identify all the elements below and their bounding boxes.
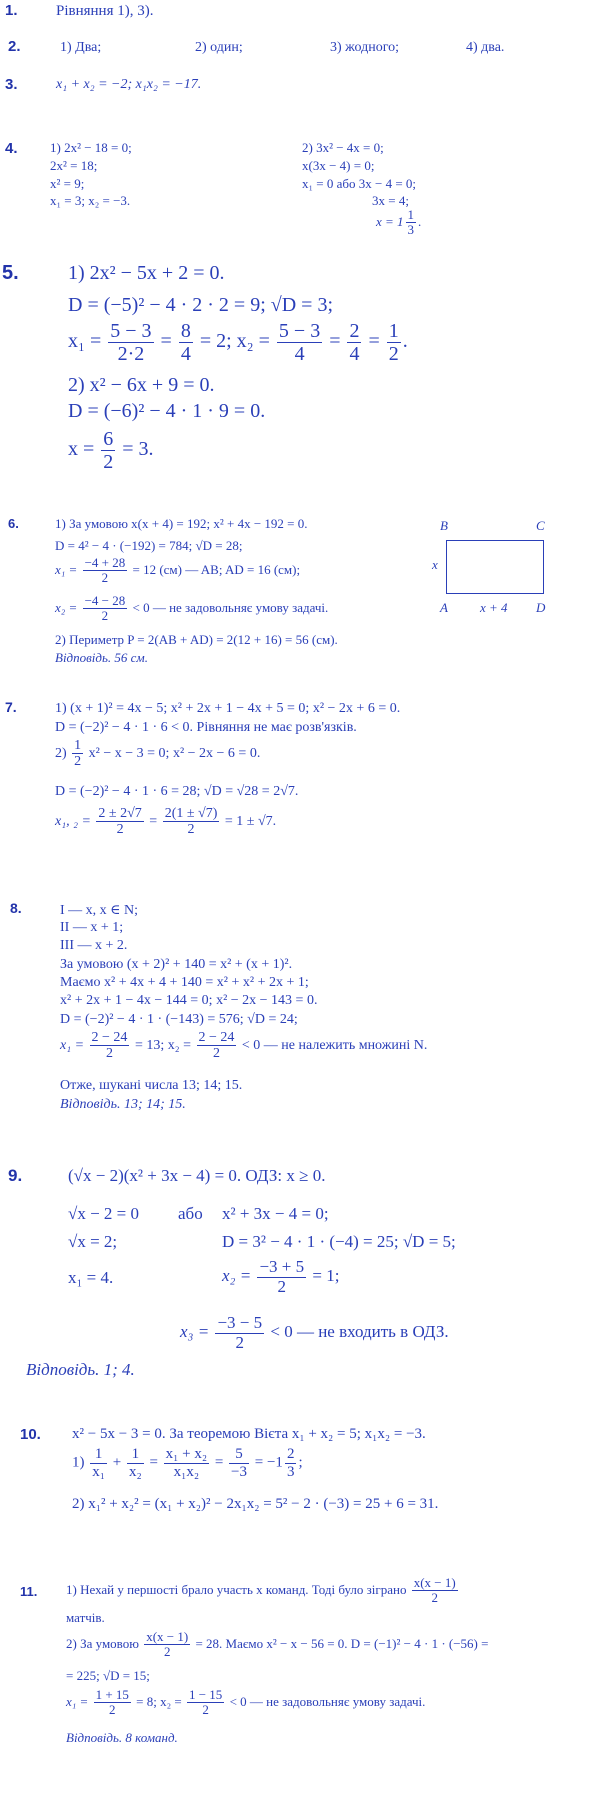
- problem-10-line-3: 2) x₁² + x₂² = (x₁ + x₂)² − 2x₁x₂ = 5² − 2 · (−3) = 25 + 6 = 31.: [72, 1496, 439, 1512]
- problem-8-answer: Відповідь. 13; 14; 15.: [60, 1097, 186, 1112]
- problem-4-left-line-1: 1) 2x² − 18 = 0;: [50, 140, 132, 155]
- figure-label-x: x: [432, 557, 438, 572]
- problem-10-line-2: 1) $\frac{1}{\text{x₁}}$ + $\frac{1}{\text{x₂}}$ = $\frac{\text{x₁ + x₂}}{\text{x₁x₂}}$ = $\frac{5}{-3}$ = −1 $\frac{2}{3}$ ;: [72, 1446, 303, 1480]
- problem-8-line-2: II — x + 1;: [60, 920, 124, 935]
- problem-9-line-3a: √x = 2;: [68, 1232, 118, 1251]
- problem-6-line-5: 2) Периметр P = 2(AB + AD) = 2(12 + 16) = 56 (см).: [55, 632, 338, 647]
- problem-5-line-4: 2) x² − 6x + 9 = 0.: [68, 374, 215, 396]
- problem-number-5: 5.: [2, 262, 19, 284]
- problem-8-line-8: x₁ = $\frac{2 - 24}{2}$ = 13; x₂ = $\frac{2 - 24}{2}$ < 0 — не належить множині N.: [60, 1030, 428, 1062]
- problem-number-4: 4.: [5, 140, 18, 157]
- problem-number-10: 10.: [20, 1426, 41, 1443]
- problem-2-answer-3: 3) жодного;: [330, 40, 399, 55]
- problem-6-line-3: x₁ = $\frac{-4 + 28}{2}$ = 12 (см) — AB; AD = 16 (см);: [55, 555, 301, 586]
- problem-4-right-line-5: x = 1 $\frac{1}{3}$ .: [376, 207, 422, 238]
- problem-9-line-2c: x² + 3x − 4 = 0;: [222, 1204, 329, 1223]
- problem-7-line-5: x₁, ₂ = $\frac{2 \pm 2√7}{2}$ = $\frac{2(1 \pm √7)}{2}$ = 1 ± √7.: [55, 806, 277, 838]
- problem-6-line-2: D = 4² − 4 · (−192) = 784; √D = 28;: [55, 538, 243, 553]
- problem-8-line-9: Отже, шукані числа 13; 14; 15.: [60, 1078, 243, 1093]
- problem-8-line-6: x² + 2x + 1 − 4x − 144 = 0; x² − 2x − 143 = 0.: [60, 993, 318, 1008]
- problem-4-right-line-3: x₁ = 0 або 3x − 4 = 0;: [302, 176, 417, 191]
- problem-7-line-2: D = (−2)² − 4 · 1 · 6 < 0. Рівняння не має розв'язків.: [55, 720, 357, 735]
- problem-6-line-4: x₂ = $\frac{-4 - 28}{2}$ < 0 — не задовольняє умову задачі.: [55, 593, 329, 624]
- problem-8-line-7: D = (−2)² − 4 · 1 · (−143) = 576; √D = 24;: [60, 1012, 298, 1027]
- problem-6-answer: Відповідь. 56 см.: [55, 650, 148, 665]
- problem-11-line-4: = 225; √D = 15;: [66, 1668, 150, 1683]
- problem-number-8: 8.: [10, 900, 22, 916]
- problem-11-line-3: 2) За умовою $\frac{x(x - 1)}{2}$ = 28. Маємо x² − x − 56 = 0. D = (−1)² − 4 · 1 · (−56) =: [66, 1629, 489, 1660]
- rectangle-figure: [446, 540, 544, 594]
- problem-7-line-3: 2) $\frac{1}{2}$ x² − x − 3 = 0; x² − 2x − 6 = 0.: [55, 738, 261, 770]
- problem-8-line-5: Маємо x² + 4x + 4 + 140 = x² + x² + 2x + 1;: [60, 975, 309, 990]
- figure-label-b: B: [440, 518, 448, 533]
- problem-number-7: 7.: [5, 699, 17, 715]
- problem-4-left-line-3: x² = 9;: [50, 176, 85, 191]
- problem-11-line-2: матчів.: [66, 1610, 105, 1625]
- problem-4-right-line-4: 3x = 4;: [372, 193, 409, 208]
- problem-4-left-line-2: 2x² = 18;: [50, 158, 98, 173]
- problem-1-text: Рівняння 1), 3).: [56, 3, 154, 19]
- problem-9-line-1: (√x − 2)(x² + 3x − 4) = 0. ОДЗ: x ≥ 0.: [68, 1166, 326, 1185]
- problem-7-line-4: D = (−2)² − 4 · 1 · 6 = 28; √D = √28 = 2√7.: [55, 784, 299, 799]
- problem-2-answer-4: 4) два.: [466, 40, 505, 55]
- problem-8-line-1: I — x, x ∈ N;: [60, 903, 139, 918]
- fraction: $\frac{1}{3}$: [407, 207, 415, 238]
- problem-8-line-3: III — x + 2.: [60, 938, 128, 953]
- problem-9-line-5: x₃ = $\frac{-3 - 5}{2}$ < 0 — не входить в ОДЗ.: [180, 1313, 449, 1352]
- problem-number-2: 2.: [8, 38, 21, 55]
- figure-label-d: D: [536, 600, 546, 615]
- problem-6-line-1: 1) За умовою x(x + 4) = 192; x² + 4x − 192 = 0.: [55, 516, 308, 531]
- problem-8-line-4: За умовою (x + 2)² + 140 = x² + (x + 1)².: [60, 957, 293, 972]
- problem-9-line-2b: або: [178, 1204, 203, 1223]
- problem-number-9: 9.: [8, 1166, 23, 1185]
- figure-label-x-plus-4: x + 4: [480, 600, 508, 615]
- problem-3-text: x₁ + x₂ = −2; x₁x₂ = −17.: [56, 77, 202, 92]
- problem-7-line-1: 1) (x + 1)² = 4x − 5; x² + 2x + 1 − 4x + 5 = 0; x² − 2x + 6 = 0.: [55, 701, 401, 716]
- problem-5-line-5: D = (−6)² − 4 · 1 · 9 = 0.: [68, 400, 266, 422]
- problem-number-6: 6.: [8, 516, 19, 531]
- problem-9-line-3b: D = 3² − 4 · 1 · (−4) = 25; √D = 5;: [222, 1232, 456, 1251]
- problem-2-answer-2: 2) один;: [195, 40, 243, 55]
- problem-4-left-line-4: x₁ = 3; x₂ = −3.: [50, 193, 131, 208]
- figure-label-a: A: [440, 600, 448, 615]
- problem-5-line-1: 1) 2x² − 5x + 2 = 0.: [68, 262, 225, 284]
- problem-5-line-3: x₁ = $\frac{5 - 3}{2\cdot 2}$ = $\frac{8}{4}$ = 2; x₂ = $\frac{5 - 3}{4}$ = $\frac{2}{4}$ = $\frac{1}{2}$ .: [68, 320, 408, 365]
- problem-9-line-2a: √x − 2 = 0: [68, 1204, 140, 1223]
- problem-5-line-2: D = (−5)² − 4 · 2 · 2 = 9; √D = 3;: [68, 294, 334, 316]
- problem-number-11: 11.: [20, 1584, 38, 1599]
- problem-number-3: 3.: [5, 76, 18, 93]
- problem-5-line-6: x = $\frac{6}{2}$ = 3.: [68, 428, 154, 473]
- figure-label-c: C: [536, 518, 545, 533]
- problem-9-line-4b: x₂ = $\frac{-3 + 5}{2}$ = 1;: [222, 1257, 340, 1296]
- problem-4-right-line-2: x(3x − 4) = 0;: [302, 158, 375, 173]
- problem-11-answer: Відповідь. 8 команд.: [66, 1730, 178, 1745]
- problem-2-answer-1: 1) Два;: [60, 40, 102, 55]
- problem-9-line-4a: x₁ = 4.: [68, 1268, 114, 1287]
- problem-11-line-5: x₁ = $\frac{1 + 15}{2}$ = 8; x₂ = $\frac{1 - 15}{2}$ < 0 — не задовольняє умову задачі.: [66, 1687, 426, 1718]
- problem-11-line-1: 1) Нехай у першості брало участь x команд. Тоді було зіграно $\frac{x(x - 1)}{2}$: [66, 1575, 456, 1606]
- problem-10-line-1: x² − 5x − 3 = 0. За теоремою Вієта x₁ + x₂ = 5; x₁x₂ = −3.: [72, 1426, 426, 1442]
- problem-4-right-line-1: 2) 3x² − 4x = 0;: [302, 140, 384, 155]
- problem-9-answer: Відповідь. 1; 4.: [26, 1360, 135, 1379]
- problem-number-1: 1.: [5, 2, 18, 19]
